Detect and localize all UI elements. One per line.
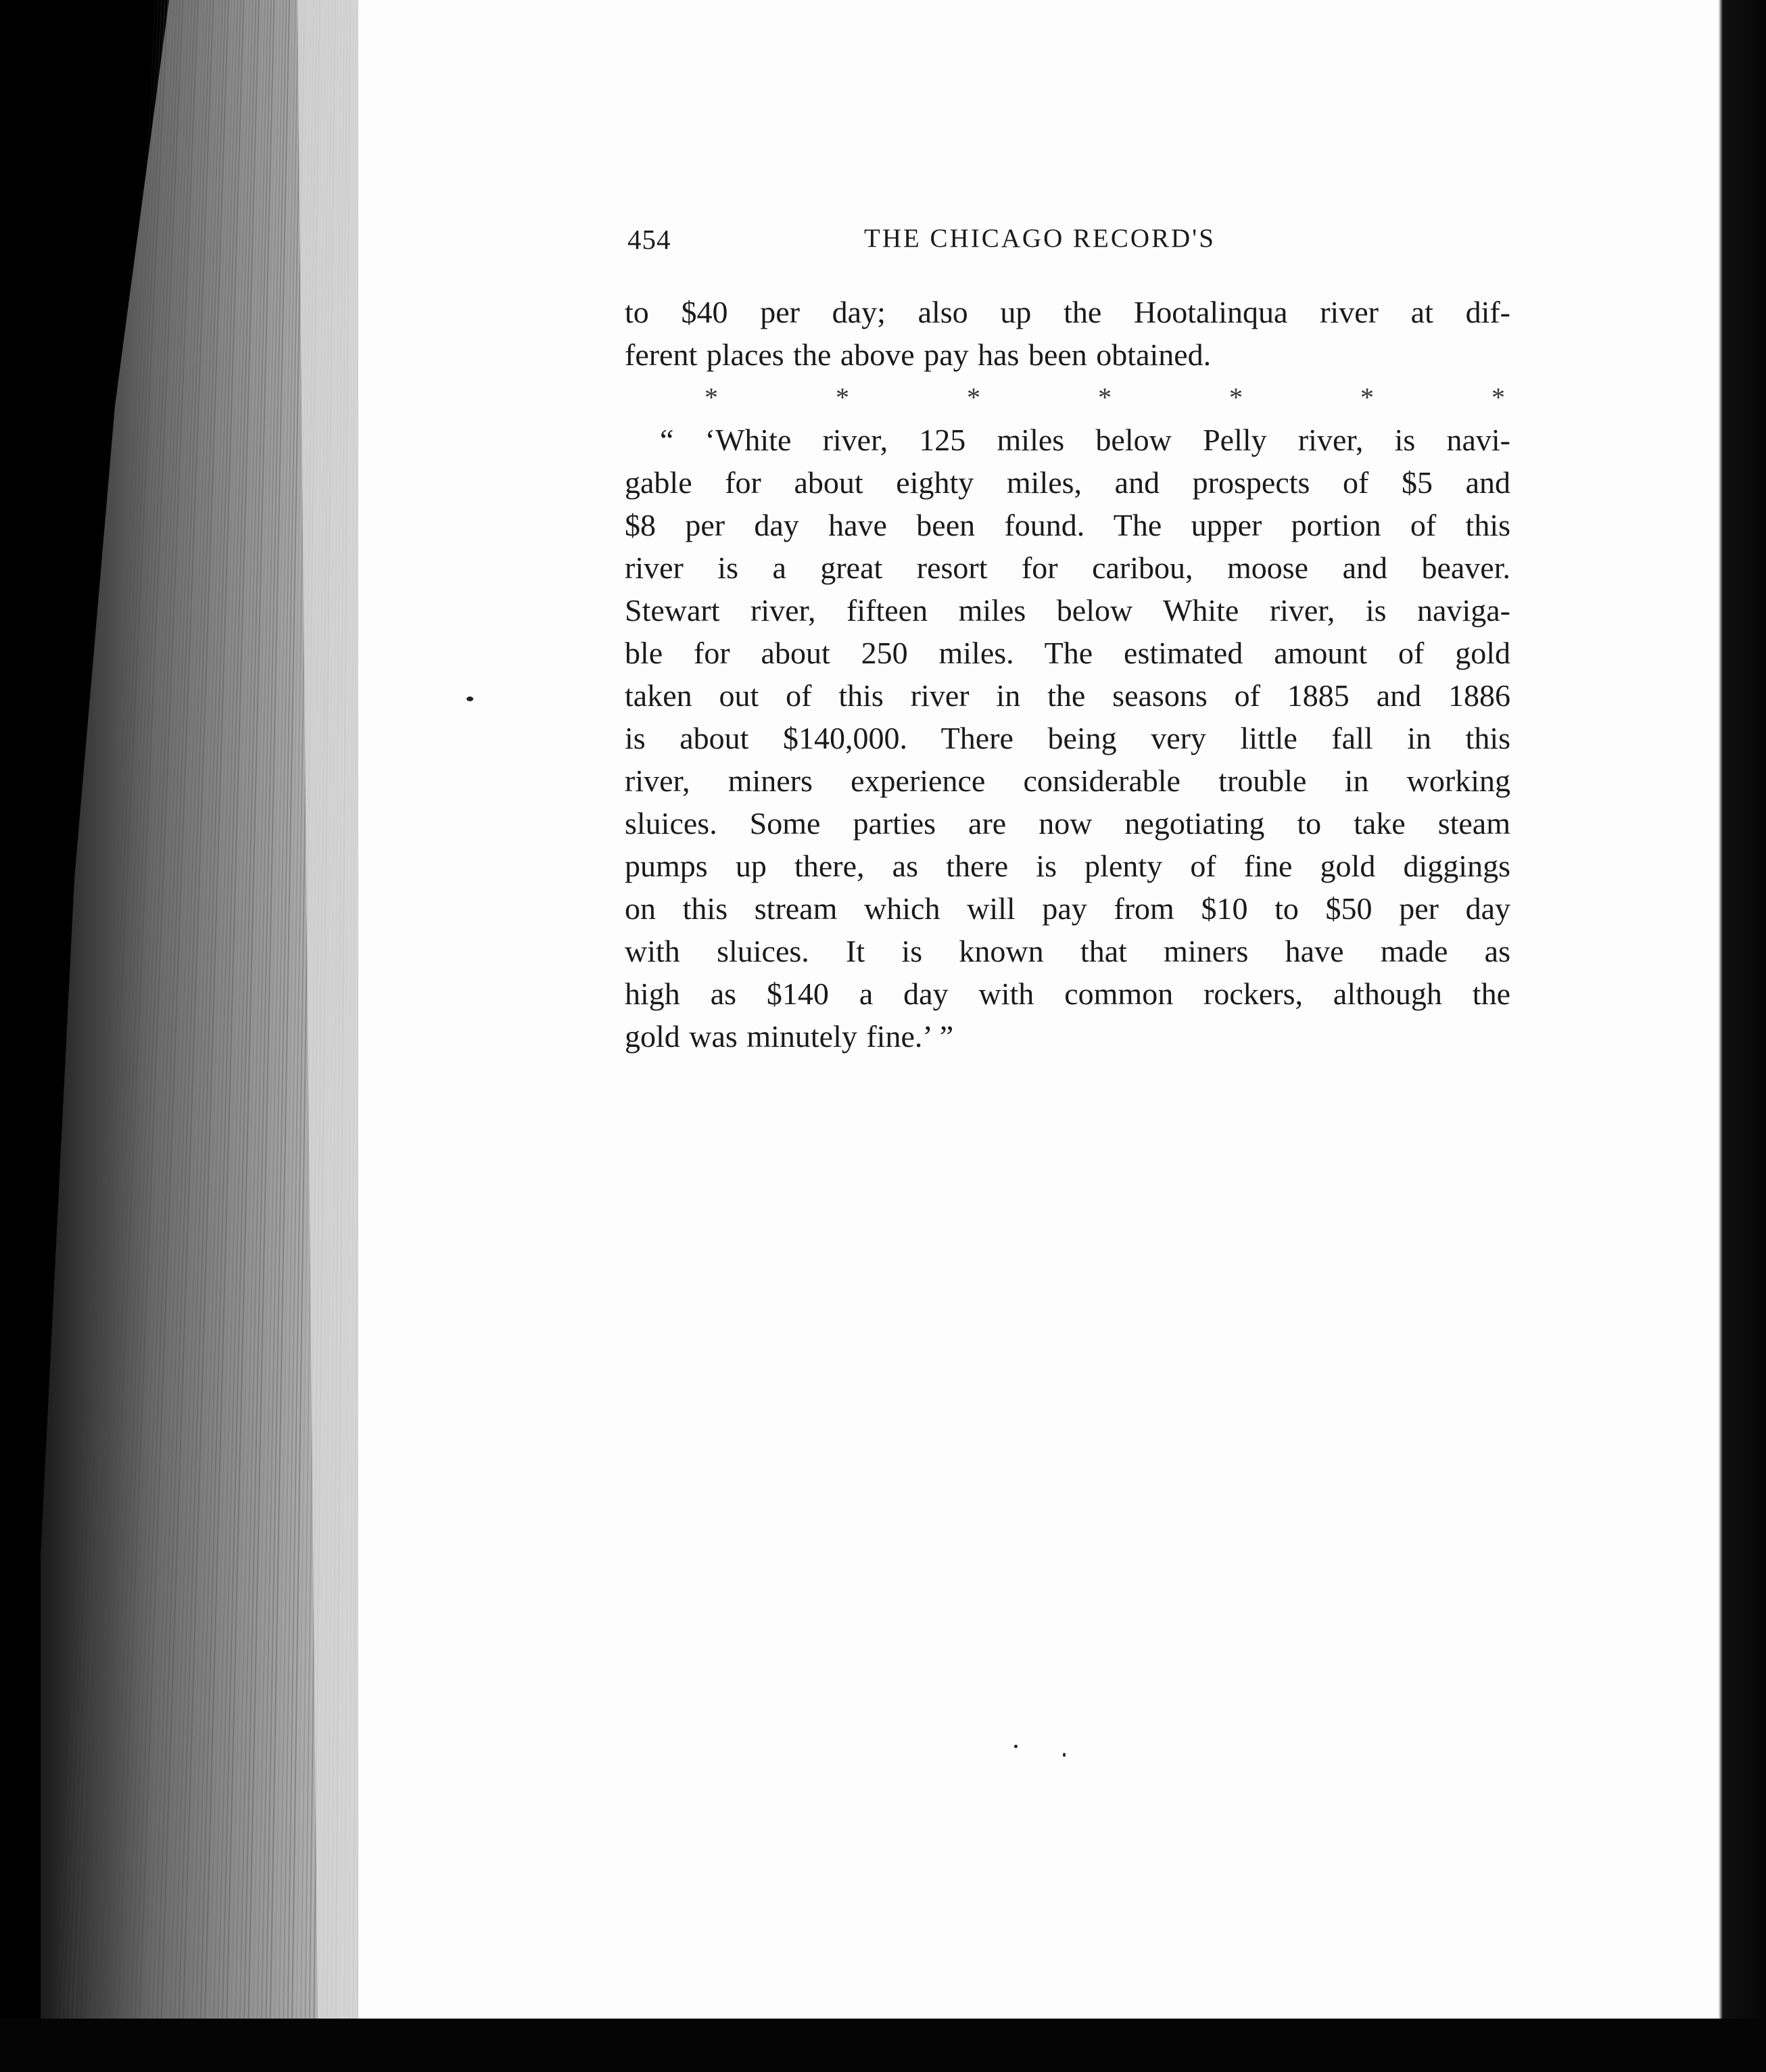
ink-speck xyxy=(1063,1753,1066,1757)
text-line: is about $140,000. There being very little fall in this xyxy=(625,721,1510,755)
running-head xyxy=(627,223,1304,257)
asterisk: * xyxy=(1098,382,1112,413)
text-line: high as $140 a day with common rockers, although the xyxy=(625,976,1510,1011)
text-line: pumps up there, as there is plenty of fine gold diggings xyxy=(625,849,1510,883)
text-line: Stewart river, fifteen miles below White river, is naviga- xyxy=(625,593,1510,628)
asterisk: * xyxy=(705,382,718,413)
asterisk: * xyxy=(1229,382,1243,413)
text-line: $8 per day have been found. The upper portion of this xyxy=(625,508,1510,542)
text-line: on this stream which will pay from $10 to $50 per day xyxy=(625,891,1510,926)
facing-page-edge xyxy=(1717,0,1766,2072)
ink-speck xyxy=(467,697,473,701)
text-line: river, miners experience considerable trouble in working xyxy=(625,763,1510,798)
text-line: river is a great resort for caribou, moose and beaver. xyxy=(625,550,1510,585)
text-line: “ ‘White river, 125 miles below Pelly river, is navi- xyxy=(660,423,1510,457)
ink-speck xyxy=(1014,1745,1018,1748)
text-line: gable for about eighty miles, and prospects of $5 and xyxy=(625,465,1510,500)
text-line: with sluices. It is known that miners have made as xyxy=(625,934,1510,968)
running-title: THE CHICAGO RECORD'S xyxy=(864,224,1216,253)
asterisk: * xyxy=(967,382,980,413)
text-line: sluices. Some parties are now negotiating to take steam xyxy=(625,806,1510,841)
bottom-shadow xyxy=(0,2019,1766,2072)
asterisk: * xyxy=(836,382,849,413)
asterisk: * xyxy=(1360,382,1374,413)
body-text xyxy=(625,291,1510,1058)
text-line: to $40 per day; also up the Hootalinqua river at dif- xyxy=(625,295,1510,329)
page-number: 454 xyxy=(627,224,671,255)
asterisk: * xyxy=(1491,382,1505,413)
text-line: ferent places the above pay has been obtained. xyxy=(625,337,1212,372)
text-line: ble for about 250 miles. The estimated amount of gold xyxy=(625,636,1510,670)
text-line: taken out of this river in the seasons of 1885 and 1886 xyxy=(625,678,1510,713)
text-line: gold was minutely fine.’ ” xyxy=(625,1019,954,1054)
section-break-asterisks xyxy=(625,376,1510,419)
